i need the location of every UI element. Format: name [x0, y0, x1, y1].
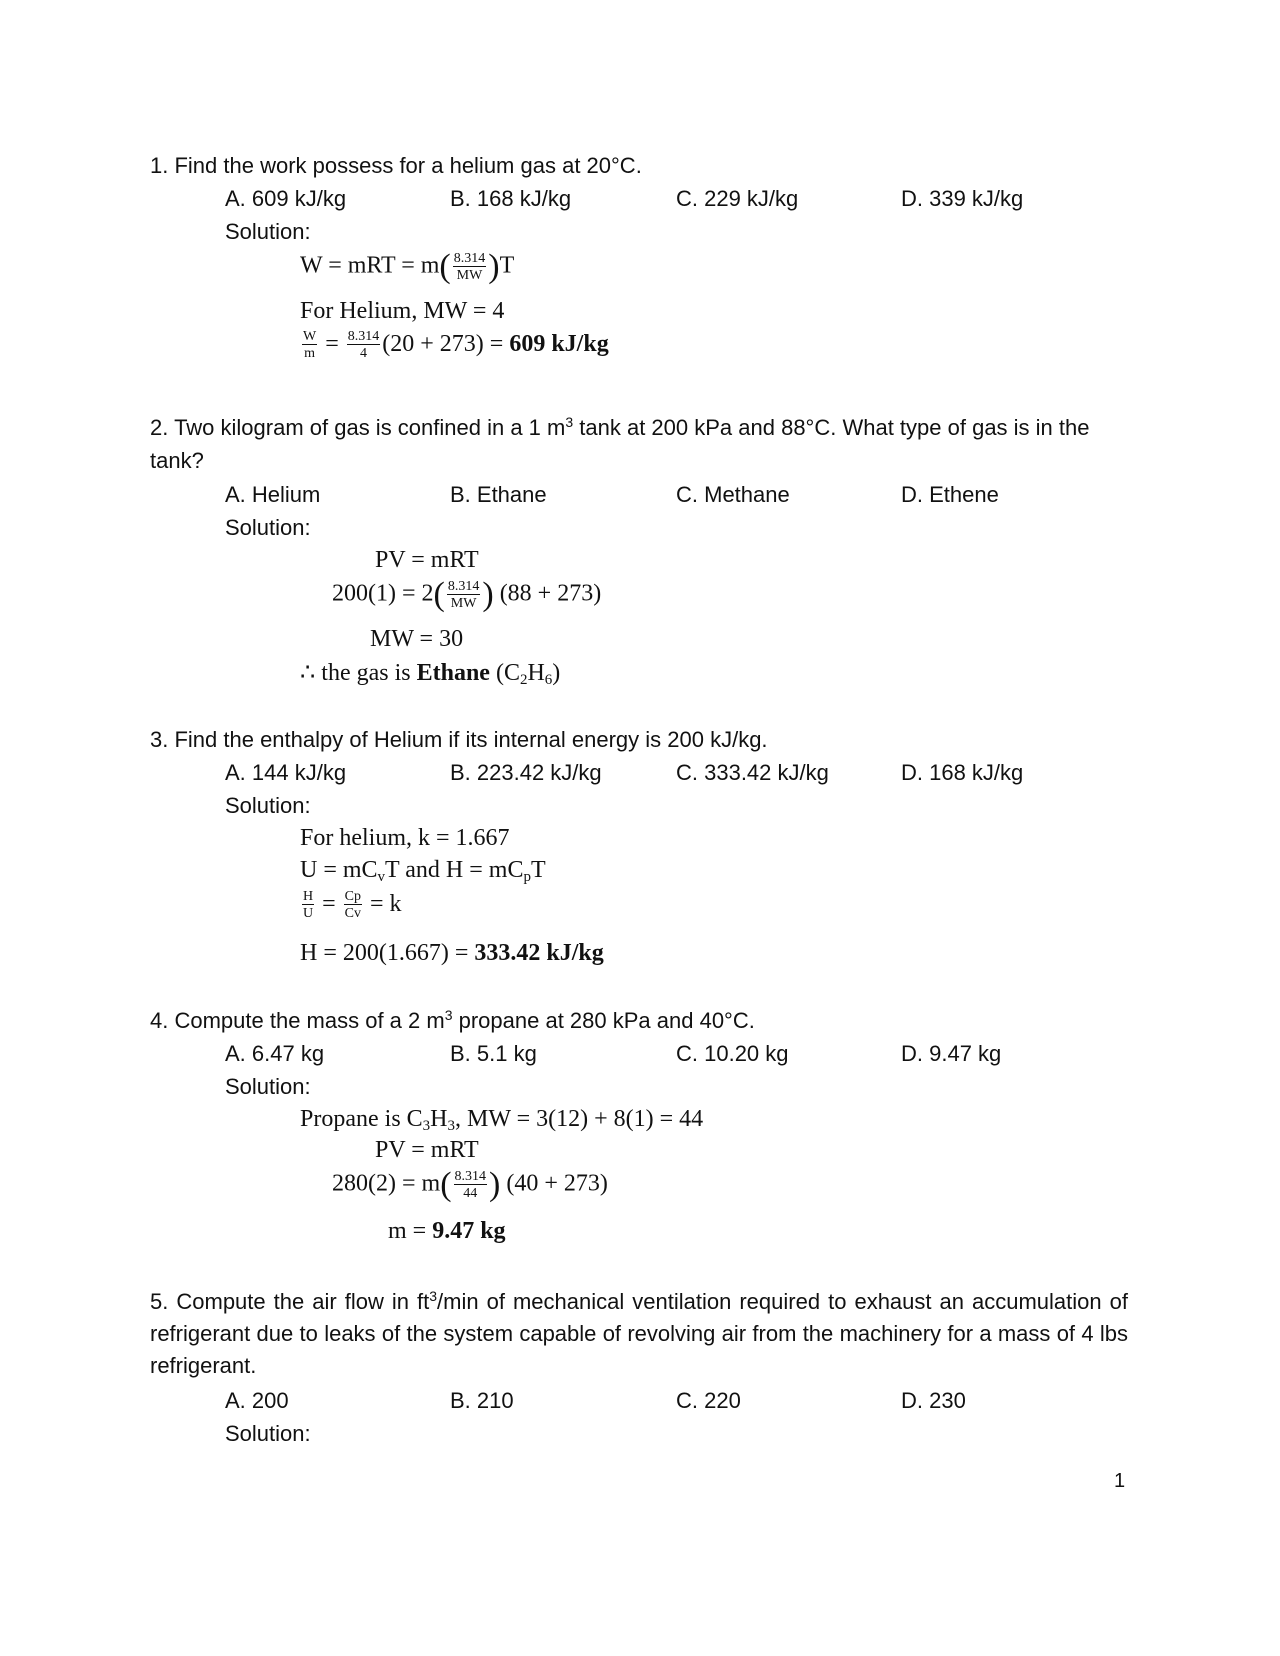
option-2b: B. Ethane	[450, 482, 547, 507]
eq-4-line-2: PV = mRT	[375, 1137, 479, 1163]
question-5: 5. Compute the air flow in $ft^3/\min$ of mechanical ventilation required to exhaust an accumulation of refrigerant due to leaks of the system capable of revolving air from the machinery for a mass of 4 lbs refrigerant.	[150, 1288, 1129, 1378]
option-4d: D. 9.47 kg	[901, 1041, 1002, 1066]
solution-label-1: Solution:	[225, 219, 311, 244]
option-2d: D. Ethene	[901, 482, 999, 507]
question-4: 4. Compute the mass of a 2 $m^3$ propane at 280 kPa and 40°C.	[150, 1007, 755, 1033]
question-2-line-2: tank?	[150, 448, 204, 473]
eq-2-line-4: ∴ the gas is Ethane $(C_2H_6)$	[300, 660, 561, 688]
eq-4-line-3: 280(2) = m( $\frac{8.314}{44}$ ) (40 + 273)	[332, 1166, 608, 1203]
option-4b: B. 5.1 kg	[450, 1041, 537, 1066]
eq-3-line-2: $U = mC_vT$ and $H = mC_pT$	[300, 857, 546, 885]
eq-1-line-1: W = mRT = m( $\frac{8.314}{MW}$ )T	[300, 248, 515, 285]
option-4a: A. 6.47 kg	[225, 1041, 325, 1066]
option-1d: D. 339 kJ/kg	[901, 186, 1024, 211]
answer-3: 333.42 kJ/kg	[474, 940, 604, 966]
option-3a: A. 144 kJ/kg	[225, 760, 347, 785]
question-1: 1. Find the work possess for a helium gas at 20°C.	[150, 153, 642, 178]
page-number: 1	[1114, 1470, 1126, 1492]
option-2a: A. Helium	[225, 482, 321, 507]
question-2-line-1: 2. Two kilogram of gas is confined in a 1 $m^3$ tank at 200 kPa and 88°C. What type of gas is in the	[150, 414, 1090, 440]
eq-2-line-2: 200(1) = 2( $\frac{8.314}{MW}$ ) (88 + 273)	[332, 576, 602, 613]
eq-3-line-4: H = 200(1.667) = 333.42 kJ/kg	[300, 940, 604, 966]
eq-4-line-4: m = 9.47 kg	[388, 1218, 506, 1244]
option-1c: C. 229 kJ/kg	[676, 186, 799, 211]
option-3c: C. 333.42 kJ/kg	[676, 760, 829, 785]
option-1b: B. 168 kJ/kg	[450, 186, 572, 211]
option-4c: C. 10.20 kg	[676, 1041, 789, 1066]
eq-2-line-3: MW = 30	[370, 626, 464, 652]
option-3d: D. 168 kJ/kg	[901, 760, 1024, 785]
eq-1-line-3: $\frac{W}{m}$ = $\frac{8.314}{4}$ (20 + 273) = 609 kJ/kg	[303, 329, 609, 361]
eq-3-line-3: $\frac{H}{U}$ = $\frac{Cp}{Cv}$ = k	[303, 889, 402, 921]
option-5d: D. 230	[901, 1388, 966, 1413]
answer-4: 9.47 kg	[432, 1218, 506, 1244]
option-2c: C. Methane	[676, 482, 790, 507]
eq-2-line-1: PV = mRT	[375, 547, 479, 573]
option-5b: B. 210	[450, 1388, 514, 1413]
eq-1-line-2: For Helium, MW = 4	[300, 298, 505, 324]
solution-label-5: Solution:	[225, 1421, 311, 1446]
option-5a: A. 200	[225, 1388, 289, 1413]
option-1a: A. 609 kJ/kg	[225, 186, 347, 211]
question-3: 3. Find the enthalpy of Helium if its internal energy is 200 kJ/kg.	[150, 727, 768, 752]
solution-label-3: Solution:	[225, 793, 311, 818]
solution-label-4: Solution:	[225, 1074, 311, 1099]
eq-4-line-1: Propane is $C_3H_3$, MW = 3(12) + 8(1) = 44	[300, 1106, 704, 1134]
eq-3-line-1: For helium, k = 1.667	[300, 825, 510, 851]
answer-1: 609 kJ/kg	[509, 331, 609, 358]
option-3b: B. 223.42 kJ/kg	[450, 760, 602, 785]
solution-label-2: Solution:	[225, 515, 311, 540]
option-5c: C. 220	[676, 1388, 741, 1413]
answer-2: Ethane	[416, 660, 490, 686]
